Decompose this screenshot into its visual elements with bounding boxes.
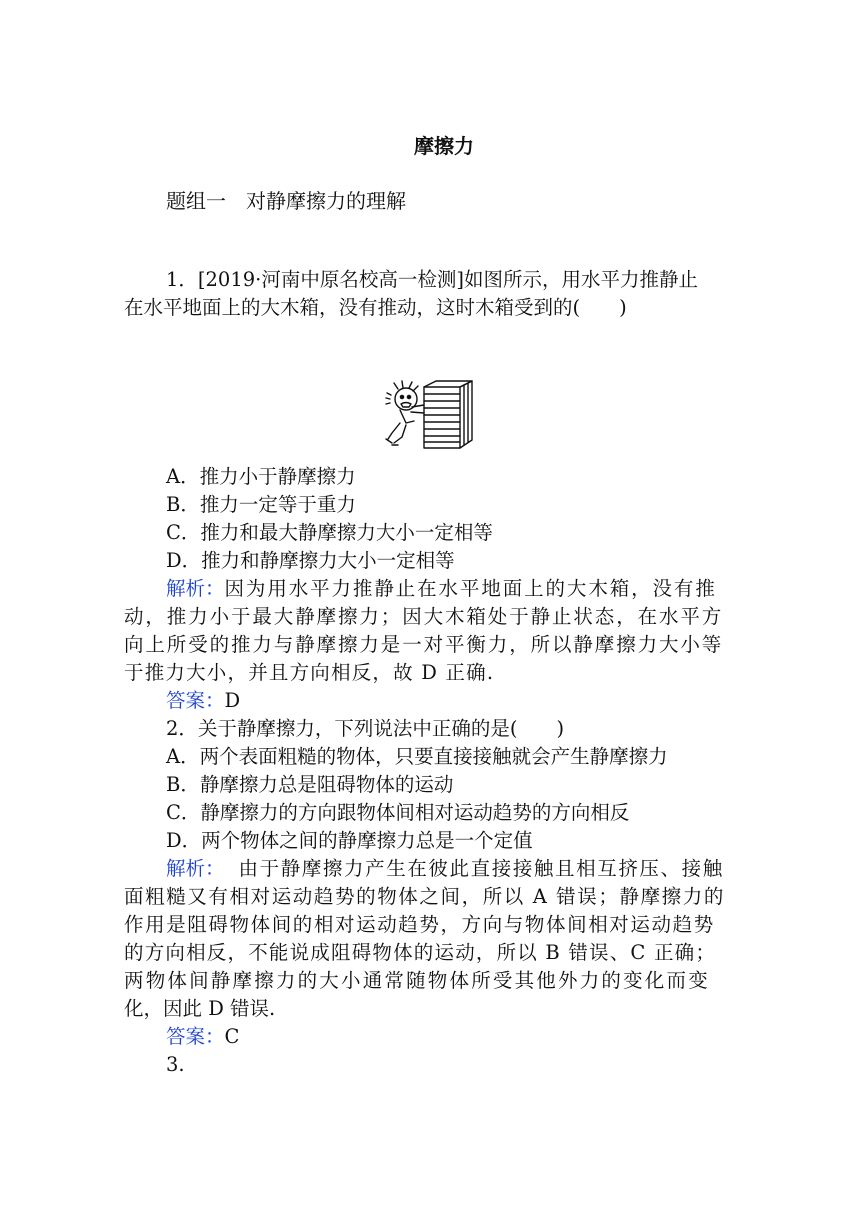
q1-option-d: D．推力和静摩擦力大小一定相等 <box>166 549 455 572</box>
q1-stem-line1: 1．[2019·河南中原名校高一检测]如图所示，用水平力推静止 <box>166 268 698 291</box>
q2-stem: 2．关于静摩擦力，下列说法中正确的是( ) <box>166 717 565 740</box>
q1-option-c: C．推力和最大静摩擦力大小一定相等 <box>166 521 493 544</box>
q2-analysis-line6: 化，因此 D 错误. <box>124 997 276 1020</box>
q2-option-c: C．静摩擦力的方向跟物体间相对运动趋势的方向相反 <box>166 801 630 824</box>
answer-label: 答案： <box>166 689 225 712</box>
answer-label: 答案： <box>166 1025 225 1048</box>
q2-option-a: A．两个表面粗糙的物体，只要直接接触就会产生静摩擦力 <box>166 745 668 768</box>
q2-analysis-line3: 作用是阻碍物体间的相对运动趋势，方向与物体间相对运动趋势 <box>124 913 715 936</box>
q1-analysis-line3: 向上所受的推力与静摩擦力是一对平衡力，所以静摩擦力大小等 <box>124 633 724 656</box>
q1-answer-value: D <box>224 689 241 712</box>
q1-answer <box>166 687 240 715</box>
q3-number: 3. <box>166 1053 185 1076</box>
q2-analysis-text-1: 由于静摩擦力产生在彼此直接接触且相互挤压、接触 <box>238 857 724 880</box>
q2-answer <box>166 1023 239 1051</box>
page-title: 摩擦力 <box>414 134 474 158</box>
q1-analysis-text-1: 因为用水平力推静止在水平地面上的大木箱，没有推 <box>224 577 717 600</box>
analysis-label: 解析： <box>166 577 225 600</box>
q1-analysis-line4: 于推力大小，并且方向相反，故 D 正确. <box>124 661 495 684</box>
person-pushing-crate-icon <box>384 377 476 452</box>
analysis-label: 解析： <box>166 857 225 880</box>
q2-analysis-line2: 面粗糙又有相对运动趋势的物体之间，所以 A 错误；静摩擦力的 <box>124 885 725 908</box>
q2-option-d: D．两个物体之间的静摩擦力总是一个定值 <box>166 829 533 852</box>
q2-analysis-line5: 两物体间静摩擦力的大小通常随物体所受其他外力的变化而变 <box>124 969 710 992</box>
q1-option-a: A．推力小于静摩擦力 <box>166 465 356 488</box>
q2-option-b: B．静摩擦力总是阻碍物体的运动 <box>166 773 454 796</box>
q2-analysis-line1 <box>166 855 724 883</box>
q1-analysis-line1 <box>166 575 736 603</box>
q1-analysis-line2: 动，推力小于最大静摩擦力；因大木箱处于静止状态，在水平方 <box>124 605 724 628</box>
q1-stem-line2: 在水平地面上的大木箱，没有推动，这时木箱受到的( ) <box>124 296 627 319</box>
q1-option-b: B．推力一定等于重力 <box>166 493 356 516</box>
q2-answer-value: C <box>224 1025 240 1048</box>
q2-analysis-line4: 的方向相反，不能说成阻碍物体的运动，所以 B 错误、C 正确； <box>124 941 717 964</box>
section-heading: 题组一 对静摩擦力的理解 <box>166 189 406 213</box>
